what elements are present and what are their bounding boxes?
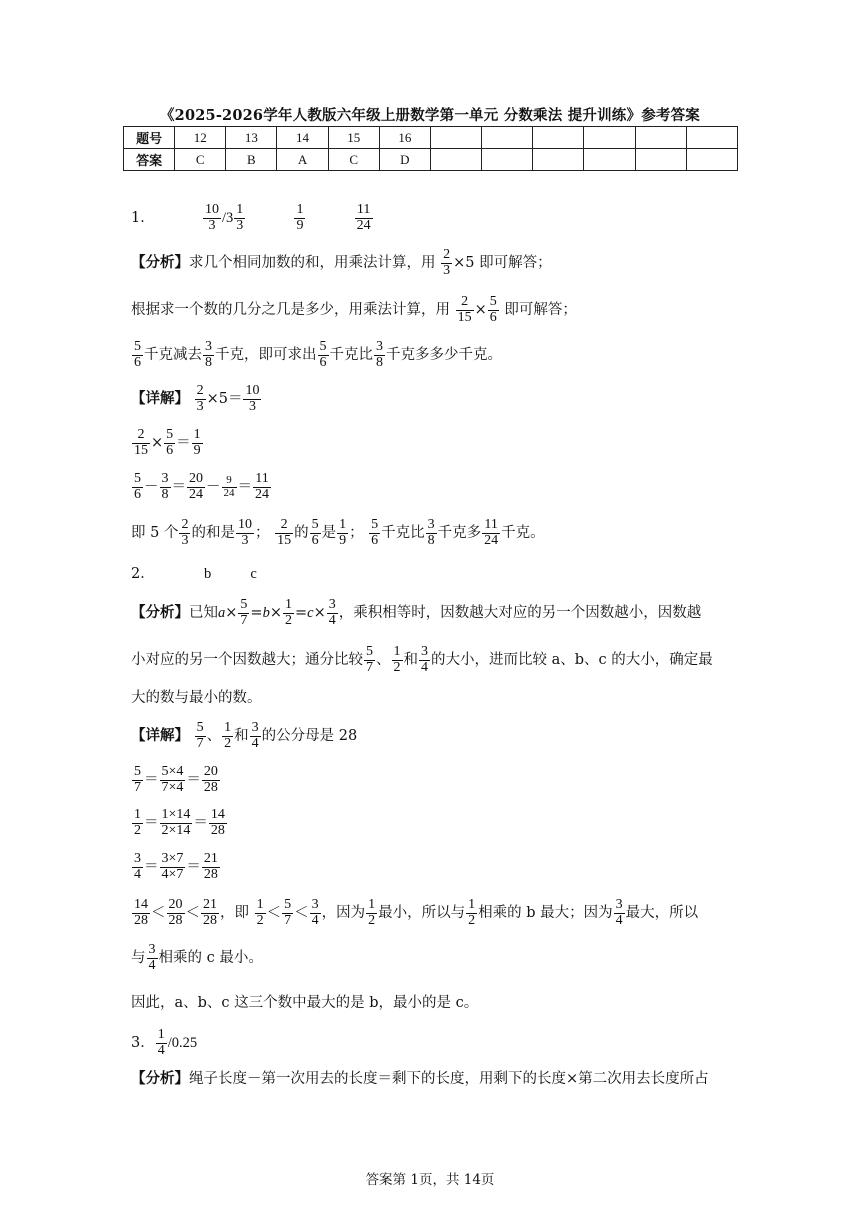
fraction: $\frac{5}{6}$ — [371, 517, 379, 548]
fraction: $\frac{14}{28}$ — [134, 897, 148, 928]
fraction: $\frac{3}{4}$ — [251, 720, 259, 751]
fraction: $\frac{3}{4}$ — [328, 597, 336, 628]
question-index: 3． — [131, 1035, 155, 1052]
fraction: $\frac{3}{4}$ — [311, 897, 319, 928]
fraction: $\frac{21}{28}$ — [203, 897, 217, 928]
page-footer: 答案第 1页，共 14页 — [365, 1172, 495, 1188]
fraction: $\frac{3\times 7}{4\times 7}$ — [161, 851, 184, 882]
answer-row — [124, 149, 738, 171]
fraction: $\frac{3}{8}$ — [205, 339, 212, 370]
fraction: $\frac{20}{24}$ — [189, 471, 203, 502]
q2-compare-line2: 与 $\frac{3}{4}$ 相乘的 c 最小。 — [131, 942, 263, 973]
row-header-answer: 答案 — [124, 149, 175, 171]
analysis-text: 求几个相同加数的和，用乘法计算，用 — [189, 255, 436, 272]
q1-detail-line3: $\frac{5}{6}$ － $\frac{3}{8}$ ＝ $\frac{20}{24}$ － $\frac{9}{24}$ ＝ $\frac{11}{24}$ — [134, 471, 269, 502]
detail-tag: 【详解】 — [131, 390, 189, 408]
fraction: $\frac{1}{2}$ — [468, 897, 476, 928]
q1-analysis-line1: 【分析】求几个相同加数的和，用乘法计算，用 $\frac{2}{3}$ ×5 即可解答； — [131, 247, 552, 278]
fraction: $\frac{2}{3}$ — [196, 383, 204, 414]
question-index: 1． — [131, 210, 155, 227]
fraction: $\frac{1}{2}$ — [256, 897, 264, 928]
q2-analysis-line1: 【分析】已知a× $\frac{5}{7}$ =b× $\frac{1}{2}$ =c× $\frac{3}{4}$ ，乘积相等时，因数越大对应的另一个因数越小，因数越 — [131, 597, 702, 628]
q3-answer-line: 3． $\frac{1}{4}$ /0.25 — [131, 1027, 198, 1058]
fraction: $\frac{5}{7}$ — [284, 897, 292, 928]
table-cell: A — [277, 149, 328, 171]
q1-detail-line2: $\frac{2}{15}$ × $\frac{5}{6}$ ＝ $\frac{1}{9}$ — [134, 427, 201, 458]
analysis-tag: 【分析】 — [131, 254, 189, 272]
fraction: $\frac{2}{15}$ — [457, 294, 472, 325]
table-cell: C — [175, 149, 226, 171]
fraction: $\frac{21}{28}$ — [203, 851, 218, 882]
fraction: $\frac{2}{3}$ — [443, 247, 451, 278]
fraction: $\frac{1}{2}$ — [393, 644, 401, 675]
table-cell: C — [328, 149, 379, 171]
q3-analysis-line1: 【分析】绳子长度－第一次用去的长度＝剩下的长度，用剩下的长度×第二次用去长度所占 — [131, 1070, 709, 1087]
fraction: $\frac{20}{28}$ — [168, 897, 183, 928]
fraction: $\frac{11}{24}$ — [484, 517, 499, 548]
q2-detail-line2: $\frac{5}{7}$ ＝ $\frac{5\times 4}{7\times 4}$ ＝ $\frac{20}{28}$ — [134, 764, 218, 795]
fraction: $\frac{1\times 14}{2\times 14}$ — [161, 807, 191, 838]
table-cell — [533, 149, 584, 171]
document-title: 《2025-2026学年人教版六年级上册数学第一单元 分数乘法 提升训练》参考答案 — [159, 107, 701, 124]
question-number-row — [124, 127, 738, 149]
fraction: $\frac{5}{6}$ — [319, 339, 327, 370]
fraction: $\frac{1}{2}$ — [224, 720, 232, 751]
fraction: $\frac{3}{4}$ — [134, 851, 141, 882]
q2-detail-line3: $\frac{1}{2}$ ＝ $\frac{1\times 14}{2\times 14}$ ＝ $\frac{14}{28}$ — [134, 807, 225, 838]
q2-conclusion: 因此，a、b、c 这三个数中最大的是 b，最小的是 c。 — [131, 995, 479, 1011]
table-cell — [584, 127, 635, 149]
fraction: $\frac{10}{3}$ — [237, 517, 252, 548]
q1-analysis-line3: $\frac{5}{6}$ 千克减去 $\frac{3}{8}$ 千克，即可求出 $\frac{5}{6}$ 千克比 $\frac{3}{8}$ 千克多多少千克。 — [134, 339, 502, 370]
q1-answer-line: 1． $\frac{10}{3}$ /3 $\frac{1}{3}$ $\frac{1}{9}$ $\frac{11}{24}$ — [131, 202, 371, 233]
fraction: $\frac{14}{28}$ — [210, 807, 225, 838]
fraction: $\frac{5}{7}$ — [366, 644, 373, 675]
q2-analysis-line3: 大的数与最小的数。 — [131, 690, 262, 706]
fraction: $\frac{5}{6}$ — [166, 427, 174, 458]
q2-compare-line1: $\frac{14}{28}$ ＜ $\frac{20}{28}$ ＜ $\frac{21}{28}$ ，即 $\frac{1}{2}$ ＜ $\frac{5}{7}$ ＜ $\frac{3}{4}$ ，因为 $\frac{1}{2}$ 最小，所以与 $\frac{1}{2}$ 相乘的 b 最大；因为 $\frac{3}{4}$ 最大，所以 — [134, 897, 699, 928]
fraction: $\frac{1}{3}$ — [236, 202, 244, 233]
answer-table — [123, 126, 738, 171]
table-cell: 14 — [277, 127, 328, 149]
table-cell — [482, 149, 533, 171]
fraction: $\frac{11}{24}$ — [356, 202, 371, 233]
fraction: $\frac{9}{24}$ — [223, 474, 235, 499]
table-cell — [430, 149, 481, 171]
fraction: $\frac{1}{2}$ — [284, 597, 292, 628]
fraction: $\frac{5}{6}$ — [311, 517, 319, 548]
fraction: $\frac{3}{8}$ — [427, 517, 435, 548]
question-index: 2． — [131, 566, 155, 582]
table-cell: B — [226, 149, 277, 171]
fraction: $\frac{3}{4}$ — [148, 942, 156, 973]
fraction: $\frac{5}{7}$ — [240, 597, 248, 628]
fraction: $\frac{5}{7}$ — [134, 764, 141, 795]
fraction: $\frac{5}{6}$ — [489, 294, 497, 325]
table-cell: 13 — [226, 127, 277, 149]
fraction: $\frac{5\times 4}{7\times 4}$ — [161, 764, 184, 795]
table-cell — [635, 127, 686, 149]
table-cell: D — [379, 149, 430, 171]
table-cell — [533, 127, 584, 149]
q2-answer-line: 2． b c — [131, 566, 257, 582]
fraction: $\frac{2}{15}$ — [134, 427, 148, 458]
table-cell — [635, 149, 686, 171]
fraction: $\frac{3}{8}$ — [376, 339, 383, 370]
row-header-number: 题号 — [124, 127, 175, 149]
q1-conclusion: 即 5 个 $\frac{2}{3}$ 的和是 $\frac{10}{3}$ ； $\frac{2}{15}$ 的 $\frac{5}{6}$ 是 $\frac{1}{9}$ ； $\frac{5}{6}$ 千克比 $\frac{3}{8}$ 千克多 $\frac{11}{24}$ 千克。 — [131, 517, 545, 548]
fraction: $\frac{3}{4}$ — [615, 897, 623, 928]
fraction: $\frac{1}{9}$ — [339, 517, 347, 548]
fraction: $\frac{2}{3}$ — [181, 517, 189, 548]
fraction: $\frac{1}{2}$ — [368, 897, 376, 928]
q1-detail-line1: 【详解】 $\frac{2}{3}$ ×5＝ $\frac{10}{3}$ — [131, 383, 260, 414]
q2-detail-line1: 【详解】 $\frac{5}{7}$ 、 $\frac{1}{2}$ 和 $\frac{3}{4}$ 的公分母是 28 — [131, 720, 358, 751]
fraction: $\frac{2}{15}$ — [277, 517, 292, 548]
q2-detail-line4: $\frac{3}{4}$ ＝ $\frac{3\times 7}{4\times 7}$ ＝ $\frac{21}{28}$ — [134, 851, 218, 882]
fraction: $\frac{5}{6}$ — [134, 339, 141, 370]
q1-analysis-line2: 根据求一个数的几分之几是多少，用乘法计算，用 $\frac{2}{15}$ × $\frac{5}{6}$ 即可解答； — [131, 294, 577, 325]
table-cell — [584, 149, 635, 171]
fraction: $\frac{1}{2}$ — [134, 807, 141, 838]
fraction: $\frac{5}{6}$ — [134, 471, 141, 502]
fraction: $\frac{10}{3}$ — [204, 202, 219, 233]
fraction: $\frac{1}{4}$ — [157, 1027, 165, 1058]
q2-analysis-line2: 小对应的另一个因数越大；通分比较 $\frac{5}{7}$ 、 $\frac{1}{2}$ 和 $\frac{3}{4}$ 的大小，进而比较 a、b、c 的大小，确定最 — [131, 644, 713, 675]
fraction: $\frac{3}{4}$ — [421, 644, 428, 675]
table-cell — [686, 127, 737, 149]
fraction: $\frac{1}{9}$ — [296, 202, 304, 233]
fraction: $\frac{3}{8}$ — [161, 471, 169, 502]
table-cell — [686, 149, 737, 171]
fraction: $\frac{20}{28}$ — [203, 764, 218, 795]
table-cell: 15 — [328, 127, 379, 149]
fraction: $\frac{11}{24}$ — [255, 471, 269, 502]
table-cell: 12 — [175, 127, 226, 149]
fraction: $\frac{5}{7}$ — [196, 720, 204, 751]
table-cell — [482, 127, 533, 149]
table-cell — [430, 127, 481, 149]
fraction: $\frac{10}{3}$ — [245, 383, 260, 414]
table-cell: 16 — [379, 127, 430, 149]
fraction: $\frac{1}{9}$ — [193, 427, 201, 458]
